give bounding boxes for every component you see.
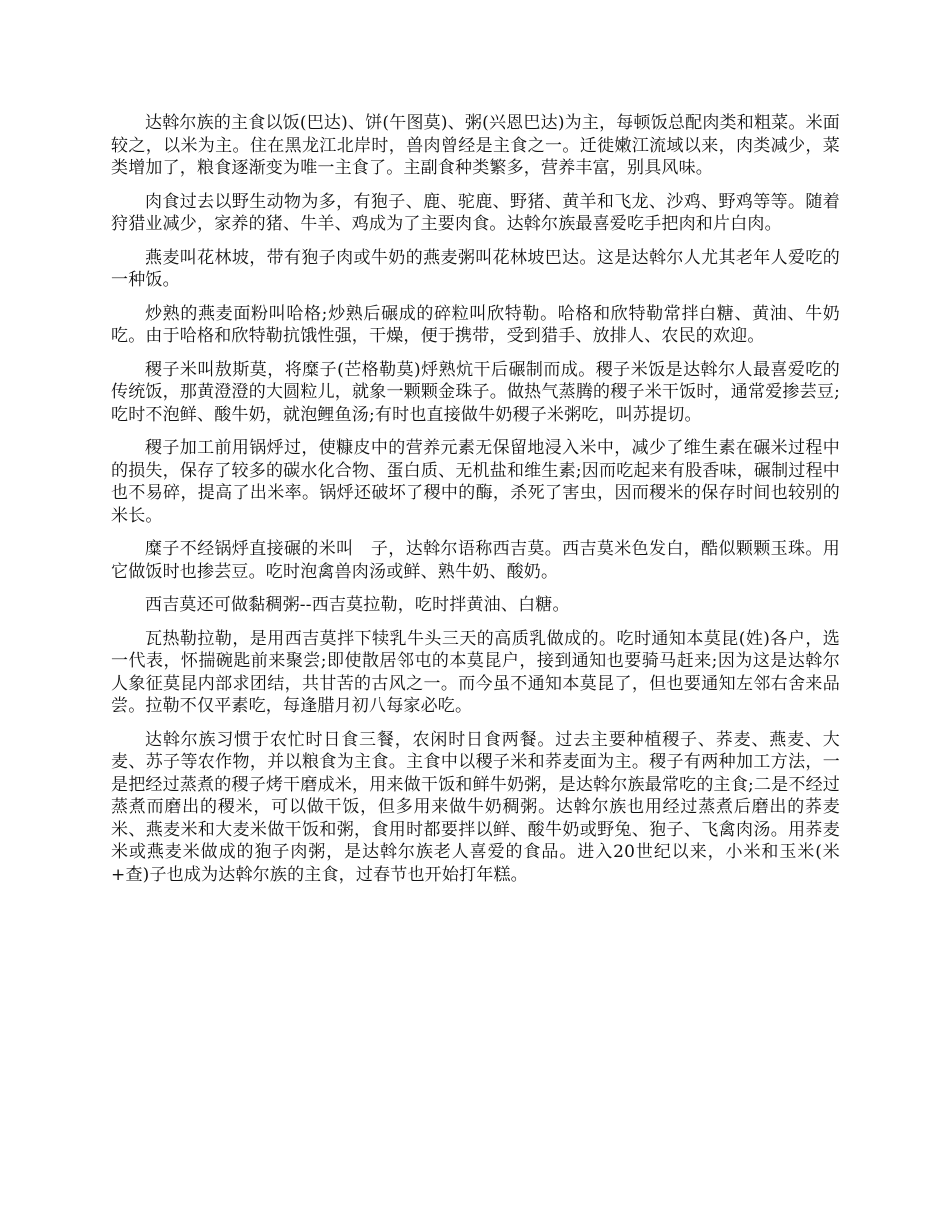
document-body [111, 112, 840, 897]
paragraph-2: 肉食过去以野生动物为多，有狍子、鹿、驼鹿、野猪、黄羊和飞龙、沙鸡、野鸡等等。随着狩猎业减少，家养的猪、牛羊、鸡成为了主要肉食。达斡尔族最喜爱吃手把肉和片白肉。 [111, 191, 840, 234]
paragraph-8: 西吉莫还可做黏稠粥--西吉莫拉勒，吃时拌黄油、白糖。 [145, 595, 570, 615]
paragraph-5: 稷子米叫敖斯莫，将糜子(芒格勒莫)烀熟炕干后碾制而成。稷子米饭是达斡尔人最喜爱吃的传统饭，那黄澄澄的大圆粒儿，就象一颗颗金珠子。做热气蒸腾的稷子米干饭时，通常爱掺芸豆;吃时不泡鲜、酸牛奶，就泡鲤鱼汤;有时也直接做牛奶稷子米粥吃，叫苏提切。 [111, 359, 840, 425]
paragraph-10: 达斡尔族习惯于农忙时日食三餐，农闲时日食两餐。过去主要种植稷子、荞麦、燕麦、大麦、苏子等农作物，并以粮食为主食。主食中以稷子米和荞麦面为主。稷子有两种加工方法，一是把经过蒸煮的稷子烤干磨成米，用来做干饭和鲜牛奶粥，是达斡尔族最常吃的主食;二是不经过蒸煮而磨出的稷米，可以做干饭，但多用来做牛奶稠粥。达斡尔族也用经过蒸煮后磨出的荞麦米、燕麦米和大麦米做干饭和粥，食用时都要拌以鲜、酸牛奶或野兔、狍子、飞禽肉汤。用荞麦米或燕麦米做成的狍子肉粥，是达斡尔族老人喜爱的食品。进入20世纪以来，小米和玉米(米+查)子也成为达斡尔族的主食，过春节也开始打年糕。 [111, 729, 840, 885]
paragraph-4: 炒熟的燕麦面粉叫哈格;炒熟后碾成的碎粒叫欣特勒。哈格和欣特勒常拌白糖、黄油、牛奶吃。由于哈格和欣特勒抗饿性强，干燥，便于携带，受到猎手、放排人、农民的欢迎。 [111, 303, 840, 346]
paragraph-7: 糜子不经锅烀直接碾的米叫 子，达斡尔语称西吉莫。西吉莫米色发白，酷似颗颗玉珠。用它做饭时也掺芸豆。吃时泡禽兽肉汤或鲜、熟牛奶、酸奶。 [111, 539, 840, 582]
paragraph-9: 瓦热勒拉勒，是用西吉莫拌下犊乳牛头三天的高质乳做成的。吃时通知本莫昆(姓)各户，选一代表，怀揣碗匙前来聚尝;即使散居邻屯的本莫昆户，接到通知也要骑马赶来;因为这是达斡尔人象征莫昆内部求团结，共甘苦的古风之一。而今虽不通知本莫昆了，但也要通知左邻右舍来品尝。拉勒不仅平素吃，每逢腊月初八每家必吃。 [111, 628, 840, 716]
paragraph-1: 达斡尔族的主食以饭(巴达)、饼(午图莫)、粥(兴恩巴达)为主，每顿饭总配肉类和粗菜。米面较之，以米为主。住在黑龙江北岸时，兽肉曾经是主食之一。迁徙嫩江流域以来，肉类减少，菜类增加了，粮食逐渐变为唯一主食了。主副食种类繁多，营养丰富，别具风味。 [111, 113, 840, 178]
paragraph-3: 燕麦叫花林坡，带有狍子肉或牛奶的燕麦粥叫花林坡巴达。这是达斡尔人尤其老年人爱吃的一种饭。 [111, 247, 840, 290]
paragraph-6: 稷子加工前用锅烀过，使糠皮中的营养元素无保留地浸入米中，减少了维生素在碾米过程中的损失，保存了较多的碳水化合物、蛋白质、无机盐和维生素;因而吃起来有股香味，碾制过程中也不易碎，提高了出米率。锅烀还破坏了稷中的酶，杀死了害虫，因而稷米的保存时间也较别的米长。 [111, 438, 840, 526]
